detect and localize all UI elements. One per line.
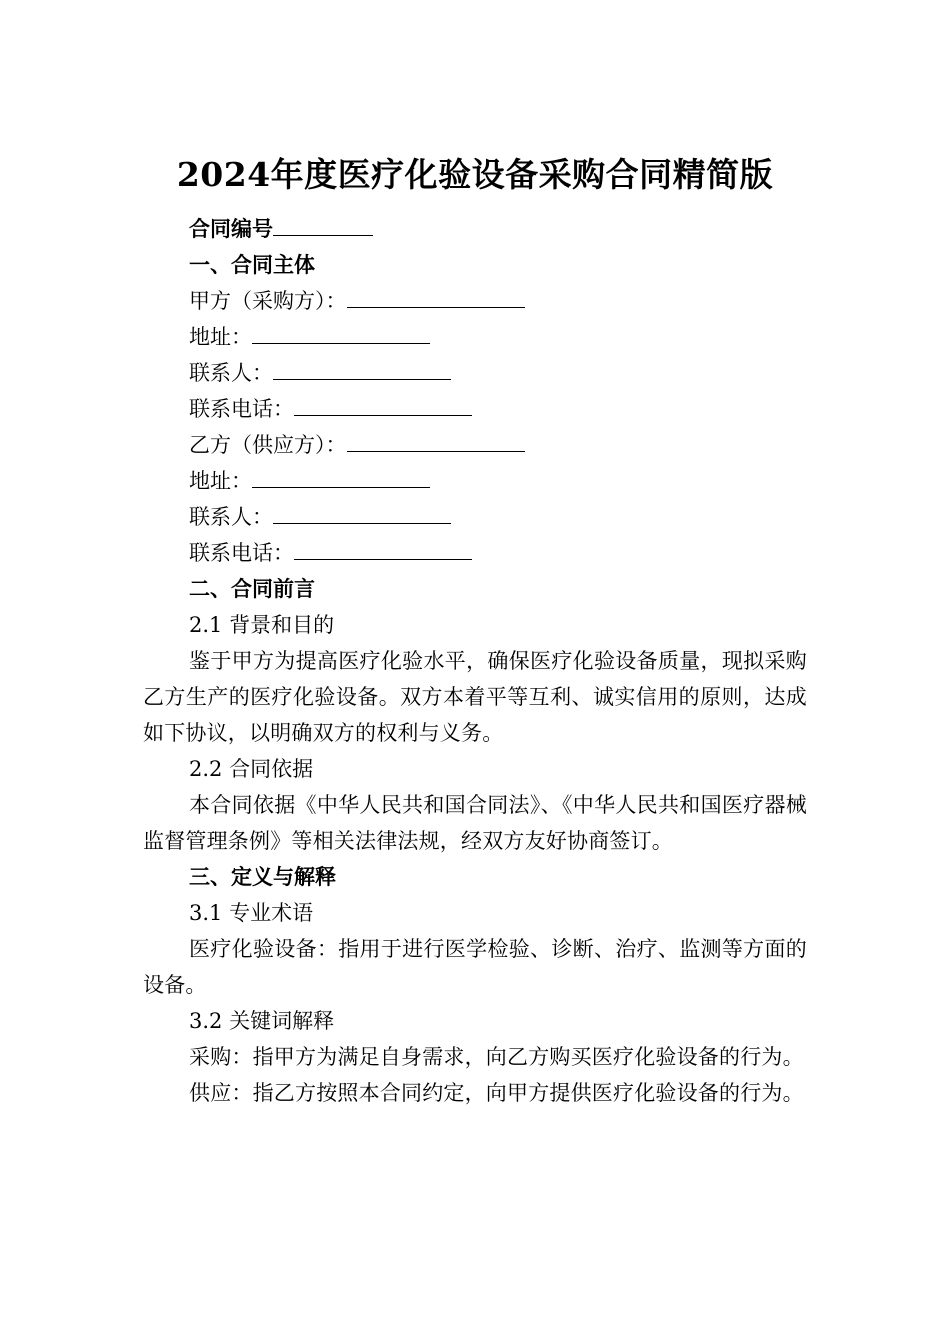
party-b-contact-line <box>143 499 807 535</box>
party-a-phone-line <box>143 391 807 427</box>
contract-number-blank <box>273 213 373 236</box>
party-b-name-line <box>143 427 807 463</box>
party-b-phone-blank <box>294 537 472 560</box>
subsection-2-2-title: 2.2 合同依据 <box>189 757 314 781</box>
party-a-phone-blank <box>294 393 472 416</box>
party-b-phone-line <box>143 535 807 571</box>
party-a-address-blank <box>252 321 430 344</box>
party-b-contact-blank <box>273 501 451 524</box>
party-b-address-blank <box>252 465 430 488</box>
party-a-contact-label: 联系人： <box>189 361 273 385</box>
party-b-address-label: 地址： <box>189 469 252 493</box>
subsection-2-2-text: 本合同依据《中华人民共和国合同法》、《中华人民共和国医疗器械监督管理条例》等相关法律法规，经双方友好协商签订。 <box>143 793 807 853</box>
party-b-name-blank <box>347 429 525 452</box>
party-b-name-label: 乙方（供应方）： <box>189 433 347 457</box>
party-a-contact-line <box>143 355 807 391</box>
party-b-phone-label: 联系电话： <box>189 541 294 565</box>
subsection-3-1-title: 3.1 专业术语 <box>189 901 314 925</box>
subsection-2-1-title: 2.1 背景和目的 <box>189 613 335 637</box>
subsection-3-2-title: 3.2 关键词解释 <box>189 1009 335 1033</box>
subsection-2-1-text: 鉴于甲方为提高医疗化验水平，确保医疗化验设备质量，现拟采购乙方生产的医疗化验设备。双方本着平等互利、诚实信用的原则，达成如下协议，以明确双方的权利与义务。 <box>143 649 807 745</box>
party-a-address-label: 地址： <box>189 325 252 349</box>
subsection-3-2-text-2: 供应：指乙方按照本合同约定，向甲方提供医疗化验设备的行为。 <box>189 1081 804 1105</box>
document-body <box>143 211 807 1111</box>
party-b-contact-label: 联系人： <box>189 505 273 529</box>
party-a-name-line <box>143 283 807 319</box>
party-a-address-line <box>143 319 807 355</box>
section-3-heading: 三、定义与解释 <box>189 864 336 889</box>
contract-number-label: 合同编号 <box>189 216 273 241</box>
party-a-contact-blank <box>273 357 451 380</box>
contract-number-line <box>143 211 807 247</box>
section-1-heading: 一、合同主体 <box>189 252 315 277</box>
subsection-3-1-text: 医疗化验设备：指用于进行医学检验、诊断、治疗、监测等方面的设备。 <box>143 937 807 997</box>
subsection-3-2-text-1: 采购：指甲方为满足自身需求，向乙方购买医疗化验设备的行为。 <box>189 1045 804 1069</box>
party-b-address-line <box>143 463 807 499</box>
party-a-phone-label: 联系电话： <box>189 397 294 421</box>
party-a-name-blank <box>347 285 525 308</box>
party-a-name-label: 甲方（采购方）： <box>189 289 347 313</box>
document-title: 2024年度医疗化验设备采购合同精简版 <box>176 155 774 194</box>
section-2-heading: 二、合同前言 <box>189 576 315 601</box>
